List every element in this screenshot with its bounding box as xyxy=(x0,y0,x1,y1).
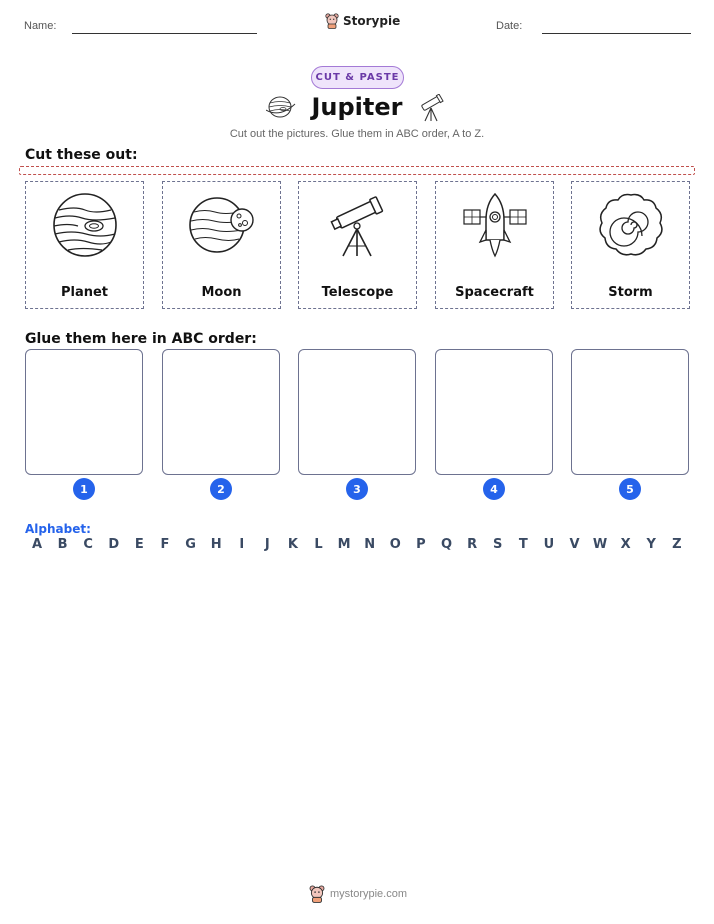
alphabet-letter: Z xyxy=(672,537,682,552)
alphabet-letter: F xyxy=(160,537,170,552)
card-moon[interactable] xyxy=(162,181,281,309)
planet-icon xyxy=(50,190,120,260)
alphabet-letter: X xyxy=(620,537,631,552)
card-spacecraft[interactable] xyxy=(435,181,554,309)
storm-icon xyxy=(596,190,666,260)
alphabet-letter: E xyxy=(134,537,144,552)
alphabet-letter: H xyxy=(210,537,222,552)
bear-mascot-icon xyxy=(309,885,325,903)
card-label: Planet xyxy=(60,285,109,300)
alphabet-letter: G xyxy=(185,537,196,552)
alphabet-row xyxy=(25,537,689,552)
glue-section-heading: Glue them here in ABC order: xyxy=(25,331,257,347)
moon-icon xyxy=(187,190,257,260)
alphabet-letter: J xyxy=(264,537,270,552)
number-badge-1: 1 xyxy=(73,478,95,500)
glue-box-2[interactable] xyxy=(162,349,280,475)
alphabet-letter: Y xyxy=(646,537,656,552)
instructions: Cut out the pictures. Glue them in ABC order, A to Z. xyxy=(229,128,485,140)
card-label: Moon xyxy=(201,285,242,300)
date-label: Date: xyxy=(496,20,523,32)
card-storm[interactable] xyxy=(571,181,690,309)
card-planet[interactable] xyxy=(25,181,144,309)
cut-line xyxy=(19,166,695,175)
alphabet-letter: K xyxy=(287,537,298,552)
card-telescope[interactable] xyxy=(298,181,417,309)
telescope-title-icon xyxy=(418,94,446,122)
cut-section-heading: Cut these out: xyxy=(25,147,138,163)
alphabet-letter: D xyxy=(108,537,120,552)
glue-box-4[interactable] xyxy=(435,349,553,475)
alphabet-letter: U xyxy=(543,537,555,552)
number-badge-4: 4 xyxy=(483,478,505,500)
glue-box-1[interactable] xyxy=(25,349,143,475)
date-line[interactable] xyxy=(542,33,691,34)
glue-box-3[interactable] xyxy=(298,349,416,475)
cut-paste-badge: CUT & PASTE xyxy=(311,66,404,89)
name-line[interactable] xyxy=(72,33,257,34)
card-label: Telescope xyxy=(321,285,394,300)
telescope-icon xyxy=(323,190,393,260)
glue-box-5[interactable] xyxy=(571,349,689,475)
alphabet-letter: V xyxy=(569,537,580,552)
spacecraft-icon xyxy=(460,190,530,260)
number-badge-3: 3 xyxy=(346,478,368,500)
card-label: Storm xyxy=(608,285,653,300)
alphabet-letter: P xyxy=(416,537,426,552)
alphabet-letter: A xyxy=(31,537,43,552)
number-badge-2: 2 xyxy=(210,478,232,500)
alphabet-letter: W xyxy=(592,537,608,552)
storypie-logo xyxy=(325,13,400,29)
number-badge-5: 5 xyxy=(619,478,641,500)
alphabet-letter: S xyxy=(493,537,503,552)
alphabet-letter: R xyxy=(467,537,478,552)
alphabet-letter: B xyxy=(57,537,68,552)
page-title: Jupiter xyxy=(311,93,403,121)
alphabet-letter: M xyxy=(337,537,351,552)
brand-name: Storypie xyxy=(343,14,401,28)
alphabet-letter: N xyxy=(364,537,376,552)
alphabet-letter: O xyxy=(389,537,401,552)
footer xyxy=(309,885,407,903)
alphabet-letter: I xyxy=(239,537,245,552)
alphabet-title: Alphabet: xyxy=(25,522,91,536)
alphabet-letter: L xyxy=(314,537,323,552)
card-label: Spacecraft xyxy=(455,285,534,300)
footer-url[interactable]: mystorypie.com xyxy=(330,888,408,900)
alphabet-letter: T xyxy=(518,537,528,552)
bear-mascot-icon xyxy=(325,13,339,29)
name-label: Name: xyxy=(24,20,57,32)
alphabet-letter: Q xyxy=(440,537,453,552)
alphabet-letter: C xyxy=(83,537,93,552)
